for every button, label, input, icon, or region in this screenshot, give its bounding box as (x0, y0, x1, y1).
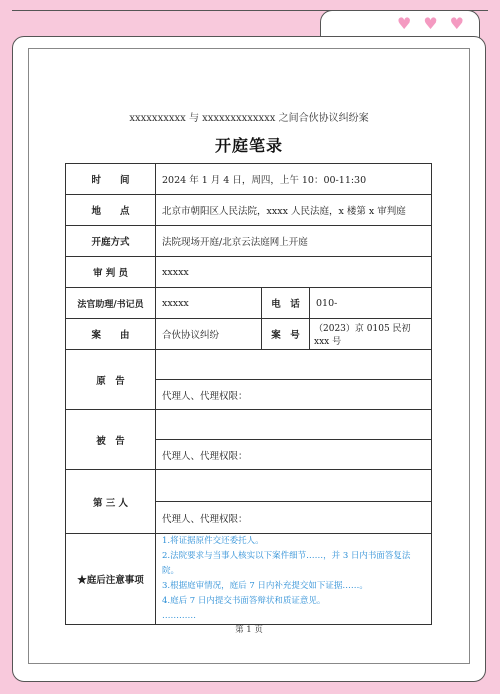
heart-icon: ♥ (449, 14, 464, 33)
third-party-name-cell[interactable] (156, 470, 432, 502)
caseno-value: （2023）京 0105 民初 xxx 号 (310, 319, 432, 350)
notes-label: ★庭后注意事项 (66, 534, 156, 625)
heart-icon: ♥ (423, 14, 438, 33)
defendant-label: 被 告 (66, 410, 156, 470)
note-item: 2.法院要求与当事人核实以下案件细节……，并 3 日内书面答复法院。 (162, 551, 411, 576)
plaintiff-agent: 代理人、代理权限： (156, 380, 432, 410)
plaintiff-name-cell[interactable] (156, 350, 432, 380)
document-title: 开庭笔录 (214, 136, 283, 155)
mode-label: 开庭方式 (66, 226, 156, 257)
defendant-agent: 代理人、代理权限： (156, 440, 432, 470)
clerk-label: 法官助理/书记员 (66, 288, 156, 319)
time-value: 2024 年 1 月 4 日，周四，上午 10：00-11:30 (156, 164, 432, 195)
caseno-label: 案 号 (262, 319, 310, 350)
plaintiff-label: 原 告 (66, 350, 156, 410)
case-title: xxxxxxxxxx 与 xxxxxxxxxxxxx 之间合伙协议纠纷案 (129, 113, 369, 124)
note-item: 3.根据庭审情况，庭后 7 日内补充提交如下证据……。 (162, 581, 368, 591)
document-page (28, 48, 470, 664)
time-label: 时 间 (66, 164, 156, 195)
row-judge (66, 257, 432, 288)
note-item: ………… (162, 611, 196, 621)
heart-icon: ♥ (396, 14, 412, 33)
place-label: 地 点 (66, 195, 156, 226)
row-mode (66, 226, 432, 257)
phone-label: 电 话 (262, 288, 310, 319)
row-time (66, 164, 432, 195)
row-plaintiff-top (66, 350, 432, 380)
heart-decoration (397, 16, 464, 32)
row-third-top (66, 470, 432, 502)
phone-value: 010- (310, 288, 432, 319)
third-party-agent: 代理人、代理权限： (156, 502, 432, 534)
clerk-value: xxxxx (156, 288, 262, 319)
row-defendant-top (66, 410, 432, 440)
place-value: 北京市朝阳区人民法院，xxxx 人民法庭，x 楼第 x 审判庭 (156, 195, 432, 226)
cause-value: 合伙协议纠纷 (156, 319, 262, 350)
defendant-name-cell[interactable] (156, 410, 432, 440)
judge-label: 审 判 员 (66, 257, 156, 288)
judge-value: xxxxx (156, 257, 432, 288)
note-item: 4.庭后 7 日内提交书面答辩状和质证意见。 (162, 596, 326, 606)
third-party-label: 第 三 人 (66, 470, 156, 534)
row-clerk (66, 288, 432, 319)
page-number: 第 1 页 (235, 625, 263, 635)
record-table (65, 163, 432, 625)
mode-value: 法院现场开庭/北京云法庭网上开庭 (156, 226, 432, 257)
row-cause (66, 319, 432, 350)
note-item: 1.将证据原件交还委托人。 (162, 536, 264, 546)
row-notes (66, 534, 432, 625)
row-place (66, 195, 432, 226)
notes-list (156, 534, 432, 625)
cause-label: 案 由 (66, 319, 156, 350)
